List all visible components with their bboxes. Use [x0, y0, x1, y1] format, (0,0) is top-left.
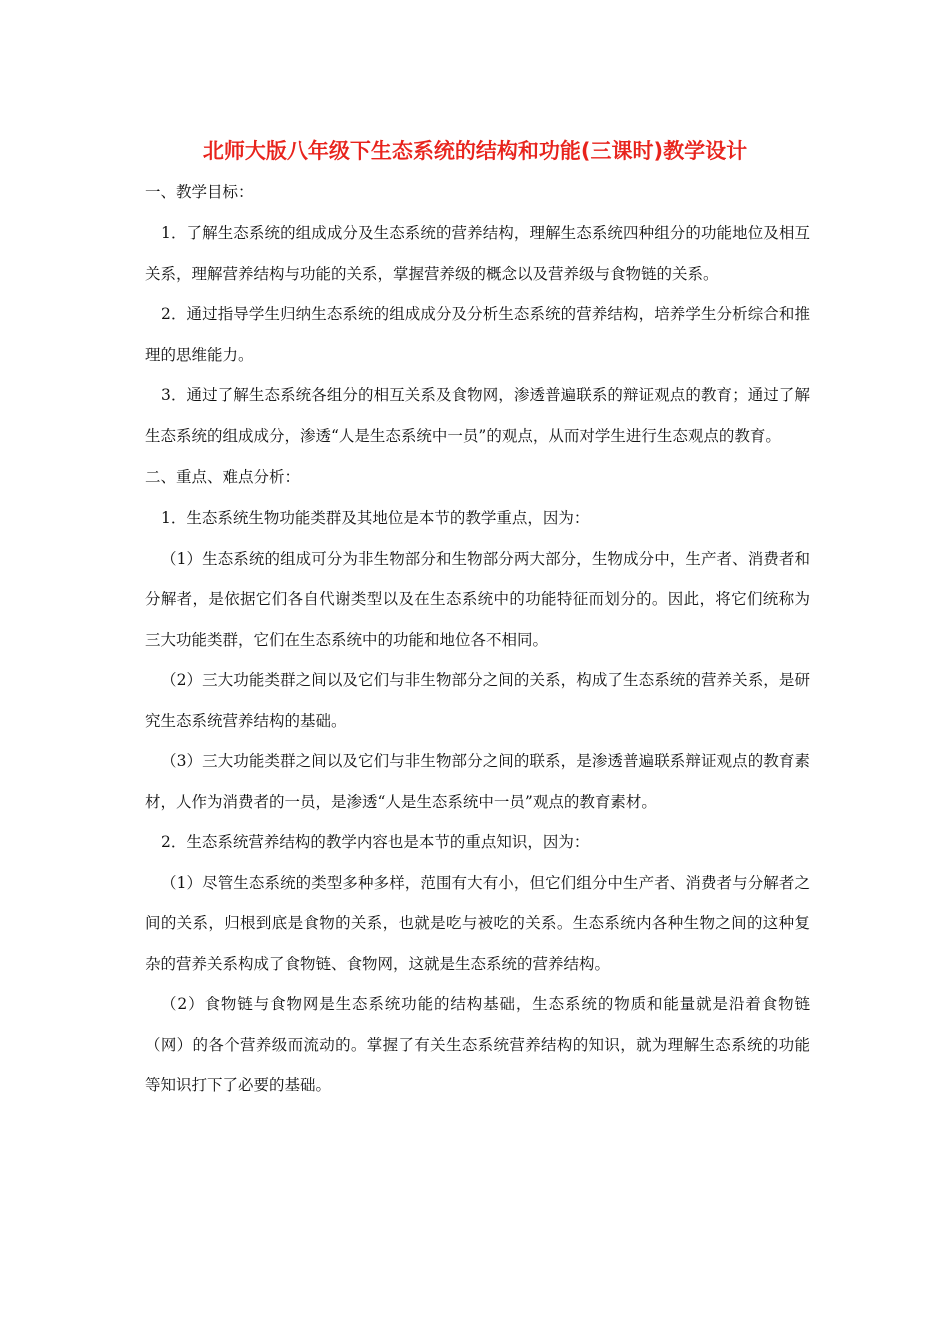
objective-3: 3．通过了解生态系统各组分的相互关系及食物网，渗透普遍联系的辩证观点的教育；通过了解生态系统的组成成分，渗透“人是生态系统中一员”的观点，从而对学生进行生态观点的教育。: [145, 386, 810, 445]
key-point-2: 2．生态系统营养结构的教学内容也是本节的重点知识，因为：: [161, 833, 590, 851]
objective-1: 1．了解生态系统的组成成分及生态系统的营养结构，理解生态系统四种组分的功能地位及相互关系，理解营养结构与功能的关系，掌握营养级的概念以及营养级与食物链的关系。: [145, 224, 810, 283]
document-body: [145, 171, 810, 1106]
key-point-1: 1．生态系统生物功能类群及其地位是本节的教学重点，因为：: [161, 509, 590, 527]
document-title: 北师大版八年级下生态系统的结构和功能(三课时)教学设计: [202, 139, 748, 163]
objective-2: 2．通过指导学生归纳生态系统的组成成分及分析生态系统的营养结构，培养学生分析综合和推理的思维能力。: [145, 305, 810, 364]
key-point-1-sub-3: （3）三大功能类群之间以及它们与非生物部分之间的联系，是渗透普遍联系辩证观点的教育素材，人作为消费者的一员，是渗透“人是生态系统中一员”观点的教育素材。: [145, 752, 810, 811]
key-point-2-sub-1: （1）尽管生态系统的类型多种多样，范围有大有小，但它们组分中生产者、消费者与分解者之间的关系，归根到底是食物的关系，也就是吃与被吃的关系。生态系统内各种生物之间的这种复杂的营养关系构成了食物链、食物网，这就是生态系统的营养结构。: [145, 873, 810, 973]
section-heading-key-points: 二、重点、难点分析：: [145, 468, 301, 486]
section-heading-objectives: 一、教学目标：: [145, 183, 254, 201]
key-point-1-sub-1: （1）生态系统的组成可分为非生物部分和生物部分两大部分，生物成分中，生产者、消费者和分解者，是依据它们各自代谢类型以及在生态系统中的功能特征而划分的。因此，将它们统称为三大功能类群，它们在生态系统中的功能和地位各不相同。: [145, 549, 810, 649]
key-point-2-sub-2: （2）食物链与食物网是生态系统功能的结构基础，生态系统的物质和能量就是沿着食物链（网）的各个营养级而流动的。掌握了有关生态系统营养结构的知识，就为理解生态系统的功能等知识打下了必要的基础。: [145, 995, 810, 1094]
key-point-1-sub-2: （2）三大功能类群之间以及它们与非生物部分之间的关系，构成了生态系统的营养关系，是研究生态系统营养结构的基础。: [145, 671, 810, 730]
